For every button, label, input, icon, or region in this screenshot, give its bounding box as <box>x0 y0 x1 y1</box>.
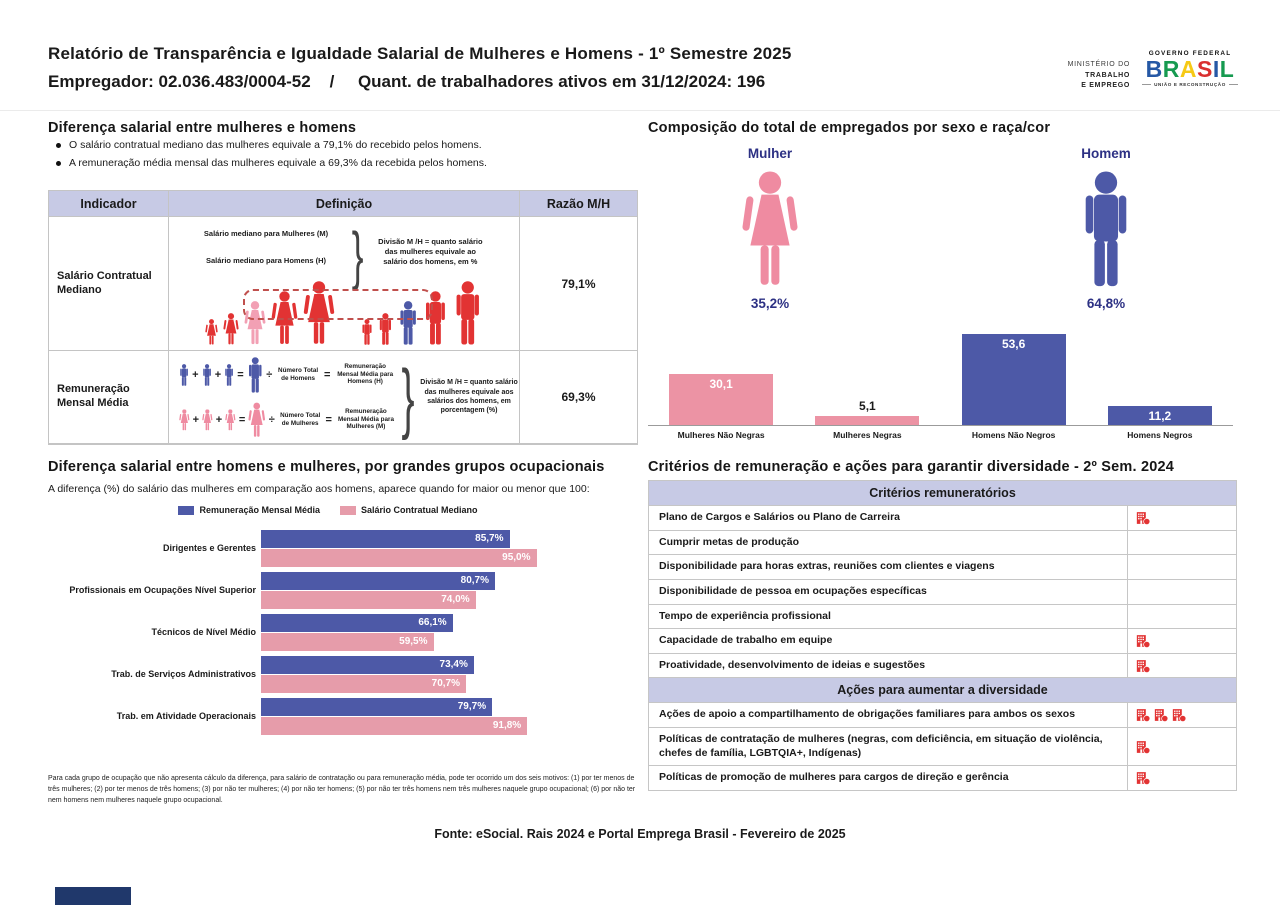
footnote: Para cada grupo de ocupação que não apresenta cálculo da diferença, para salário de contratação ou para remuneração média, pode ter ocorrido um dos seis motivos: (1) por ter menos de três mulheres; (2) por ter menos de três homens; (3) por não ter mulheres; (4) por não ter homens; (5) por não ter três homens nem três mulheres naquele grupo ocupacional; (6) por não ter nem homens nem mulheres naquele grupo ocupacional. <box>48 775 636 804</box>
woman-icon <box>741 171 799 287</box>
bar-value-label: 66,1% <box>418 616 447 628</box>
criteria-label: Disponibilidade para horas extras, reuniões com clientes e viagens <box>649 555 1128 579</box>
figure-female <box>710 146 830 311</box>
brace-glyph: } <box>351 219 364 291</box>
bullet-dot <box>56 161 61 166</box>
criteria-row <box>649 629 1236 654</box>
criteria-label: Políticas de promoção de mulheres para cargos de direção e gerência <box>649 766 1128 790</box>
criteria-row <box>649 555 1236 580</box>
occupational-legend <box>48 505 608 515</box>
count-label: Número Total de Mulheres <box>280 411 321 427</box>
bar-category-label: Homens Não Negros <box>971 430 1056 440</box>
woman-icon <box>248 402 265 438</box>
brand-letter: A <box>1179 56 1198 82</box>
bar-value-label: 74,0% <box>441 593 470 605</box>
group-bars <box>261 656 474 693</box>
occupational-bar-chart <box>48 527 640 737</box>
woman-icon <box>223 313 239 345</box>
bar-Remuneração Mensal Média <box>261 698 492 716</box>
company-building-icon <box>1136 708 1150 722</box>
man-icon <box>247 357 264 393</box>
bar-value-label: 85,7% <box>475 532 504 544</box>
group-label: Profissionais em Ocupações Nível Superior <box>69 584 256 595</box>
bar-value-label: 80,7% <box>460 574 489 586</box>
ministry-line1: MINISTÉRIO DO <box>1067 61 1130 68</box>
brace-glyph: } <box>401 353 415 441</box>
row-average-indicator: Remuneração Mensal Média <box>49 351 169 444</box>
salary-gap-bullets <box>56 139 616 175</box>
bar-value-label: 95,0% <box>502 551 531 563</box>
average-division-note: Divisão M /H = quanto salário das mulheres equivale aos salários dos homens, em porcentagem (%) <box>420 379 518 415</box>
brand-letter: L <box>1219 56 1235 82</box>
legend-swatch-pink <box>340 506 356 515</box>
company-building-icon <box>1172 708 1186 722</box>
bar-category-label: Mulheres Negras <box>833 430 902 440</box>
bar-Salário Contratual Mediano <box>261 549 537 567</box>
median-highlight-box <box>243 289 433 320</box>
operator-÷: ÷ <box>266 368 273 381</box>
criteria-row <box>649 580 1236 605</box>
man-icon <box>202 364 212 386</box>
composition-bar-chart <box>648 322 1233 447</box>
woman-icon <box>202 409 213 431</box>
man-icon <box>453 281 483 345</box>
criteria-icons <box>1128 506 1236 530</box>
bullet-average: A remuneração média mensal das mulheres equivale a 69,3% da recebida pelos homens. <box>56 157 616 169</box>
criteria-row <box>649 506 1236 531</box>
criteria-icons <box>1128 654 1236 678</box>
legend-item-mediano: Salário Contratual Mediano <box>340 505 478 515</box>
section-title-composition: Composição do total de empregados por sexo e raça/cor <box>648 120 1051 136</box>
brasil-wordmark <box>1142 57 1238 81</box>
header-divider <box>0 110 1280 111</box>
criteria-label: Políticas de contratação de mulheres (negras, com deficiência, em situação de violência, chefes de família, LGBTQIA+, Indígenas) <box>649 728 1128 765</box>
criteria-label: Proatividade, desenvolvimento de ideias e sugestões <box>649 654 1128 678</box>
female-percent: 35,2% <box>750 296 790 311</box>
company-building-icon <box>1136 659 1150 673</box>
formula-men <box>179 357 397 393</box>
operator-=: = <box>237 368 244 381</box>
group-bars <box>261 572 495 609</box>
col-header-definicao: Definição <box>169 191 520 217</box>
criteria-row <box>649 766 1236 791</box>
operator-=: = <box>323 368 331 381</box>
bar-value-label: 73,4% <box>439 658 468 670</box>
bar-category-label: Homens Negros <box>1127 430 1193 440</box>
median-division-note: Divisão M /H = quanto salário das mulheres equivale ao salário dos homens, em % <box>378 237 483 267</box>
operator-+: + <box>214 368 222 381</box>
section-title-occupational: Diferença salarial entre homens e mulheres, por grandes grupos ocupacionais <box>48 459 605 475</box>
company-building-icon <box>1136 740 1150 754</box>
operator-+: + <box>192 413 200 426</box>
legend-swatch-blue <box>178 506 194 515</box>
woman-icon <box>179 409 190 431</box>
bar-value-label: 30,1 <box>709 376 733 391</box>
indicator-table <box>48 190 638 445</box>
criteria-icons <box>1128 555 1236 579</box>
criteria-table <box>648 480 1237 791</box>
bar-value-label: 79,7% <box>457 700 487 712</box>
bar-value-label: 11,2 <box>1148 409 1172 423</box>
bar-Homens Negros <box>1108 406 1212 425</box>
page-footer-mark <box>55 887 131 905</box>
operator-+: + <box>215 413 223 426</box>
row-median-indicator: Salário Contratual Mediano <box>49 217 169 351</box>
bar-value-label: 59,5% <box>399 635 428 647</box>
formula-women <box>179 402 397 438</box>
female-label: Mulher <box>747 146 793 161</box>
logo-rule-right <box>1229 84 1238 85</box>
bar-Salário Contratual Mediano <box>261 633 434 651</box>
section-title-salary-gap: Diferença salarial entre mulheres e homens <box>48 120 357 136</box>
criteria-icons <box>1128 728 1236 765</box>
operator-=: = <box>325 413 332 426</box>
criteria-icons <box>1128 531 1236 555</box>
male-label: Homem <box>1081 146 1131 161</box>
criteria-label: Disponibilidade de pessoa em ocupações específicas <box>649 580 1128 604</box>
criteria-row <box>649 531 1236 556</box>
man-icon <box>361 319 373 345</box>
criteria-row <box>649 703 1236 728</box>
group-bars <box>261 698 527 735</box>
criteria-section-header: Ações para aumentar a diversidade <box>649 678 1236 703</box>
criteria-row <box>649 728 1236 766</box>
ministry-line3: E EMPREGO <box>1081 82 1130 89</box>
source-line: Fonte: eSocial. Rais 2024 e Portal Emprega Brasil - Fevereiro de 2025 <box>434 827 846 841</box>
criteria-icons <box>1128 580 1236 604</box>
criteria-icons <box>1128 629 1236 653</box>
bar-Remuneração Mensal Média <box>261 656 474 674</box>
legend-item-media: Remuneração Mensal Média <box>178 505 320 515</box>
occupational-group <box>48 569 640 611</box>
bullet-median: O salário contratual mediano das mulheres equivale a 79,1% do recebido pelos homens. <box>56 139 616 151</box>
bar-value-label: 91,8% <box>492 719 522 731</box>
criteria-row <box>649 605 1236 630</box>
occupational-subtitle: A diferença (%) do salário das mulheres em comparação aos homens, aparece quando for maior ou menor que 100: <box>48 483 590 495</box>
bullet-dot <box>56 143 61 148</box>
group-label: Trab. de Serviços Administrativos <box>111 668 256 679</box>
woman-icon <box>205 319 218 345</box>
company-building-icon <box>1136 771 1150 785</box>
criteria-label: Capacidade de trabalho em equipe <box>649 629 1128 653</box>
criteria-section-header: Critérios remuneratórios <box>649 481 1236 506</box>
bar-Remuneração Mensal Média <box>261 572 495 590</box>
bar-Salário Contratual Mediano <box>261 591 476 609</box>
group-bars <box>261 530 537 567</box>
bar-Salário Contratual Mediano <box>261 675 466 693</box>
governo-federal-label: GOVERNO FEDERAL <box>1148 50 1232 57</box>
bar-value-label: 53,6 <box>1001 336 1026 351</box>
criteria-icons <box>1128 605 1236 629</box>
occupational-group <box>48 611 640 653</box>
composition-plot-area <box>648 322 1233 426</box>
criteria-label: Plano de Cargos e Salários ou Plano de Carreira <box>649 506 1128 530</box>
bar-value-label: 70,7% <box>431 677 460 689</box>
bar-Homens Não Negros <box>962 334 1066 425</box>
man-icon <box>179 364 189 386</box>
ministry-line2: TRABALHO <box>1085 71 1130 79</box>
company-building-icon <box>1136 511 1150 525</box>
bar-Salário Contratual Mediano <box>261 717 527 735</box>
man-icon <box>224 364 234 386</box>
company-building-icon <box>1136 634 1150 648</box>
criteria-label: Ações de apoio a compartilhamento de obrigações familiares para ambos os sexos <box>649 703 1128 727</box>
section-title-criteria: Critérios de remuneração e ações para garantir diversidade - 2º Sem. 2024 <box>648 459 1175 475</box>
brand-letter: S <box>1197 56 1213 82</box>
criteria-icons <box>1128 703 1236 727</box>
employer-line: Empregador: 02.036.483/0004-52 / Quant. de trabalhadores ativos em 31/12/2024: 196 <box>48 72 766 91</box>
group-label: Dirigentes e Gerentes <box>162 542 256 553</box>
count-label: Número Total de Homens <box>278 366 319 382</box>
group-bars <box>261 614 453 651</box>
logo-rule-left <box>1142 84 1151 85</box>
row-average-ratio: 69,3% <box>520 351 637 444</box>
bar-Mulheres Não Negras <box>669 374 773 425</box>
median-men-line: Salário mediano para Homens (H) <box>205 256 327 265</box>
brand-letter: I <box>1212 56 1220 82</box>
bar-Remuneração Mensal Média <box>261 530 510 548</box>
average-formulas <box>179 357 397 438</box>
bar-Mulheres Negras <box>815 399 919 425</box>
ministry-logo <box>1038 60 1130 92</box>
row-average-definition <box>169 351 520 444</box>
governo-federal-logo <box>1142 50 1238 87</box>
page-title: Relatório de Transparência e Igualdade Salarial de Mulheres e Homens - 1º Semestre 2025 <box>48 44 792 63</box>
criteria-icons <box>1128 766 1236 790</box>
uniao-reconstrucao-label: UNIÃO E RECONSTRUÇÃO <box>1142 82 1238 87</box>
bar-value-label: 5,1 <box>859 399 876 414</box>
criteria-row <box>649 654 1236 679</box>
woman-icon <box>225 409 236 431</box>
row-median-definition <box>169 217 520 351</box>
figure-male <box>1046 146 1166 311</box>
col-header-indicador: Indicador <box>49 191 169 217</box>
company-building-icon <box>1154 708 1168 722</box>
man-icon <box>1079 171 1133 287</box>
occupational-group <box>48 653 640 695</box>
group-label: Técnicos de Nível Médio <box>151 626 256 637</box>
occupational-group <box>48 695 640 737</box>
criteria-label: Tempo de experiência profissional <box>649 605 1128 629</box>
occupational-group <box>48 527 640 569</box>
bar-Remuneração Mensal Média <box>261 614 453 632</box>
male-percent: 64,8% <box>1086 296 1126 311</box>
group-label: Trab. em Atividade Operacionais <box>116 710 256 721</box>
operator-+: + <box>192 368 199 381</box>
result-label: Remuneração Mensal Média para Homens (H) <box>337 363 394 386</box>
operator-÷: ÷ <box>268 413 275 426</box>
median-women-line: Salário mediano para Mulheres (M) <box>203 229 329 238</box>
result-label: Remuneração Mensal Média para Mulheres (M) <box>337 408 394 431</box>
brand-letter: R <box>1162 56 1180 82</box>
header-logos <box>1038 50 1238 92</box>
col-header-razao: Razão M/H <box>520 191 637 217</box>
brand-letter: B <box>1145 56 1163 82</box>
bar-category-label: Mulheres Não Negras <box>677 430 765 440</box>
criteria-label: Cumprir metas de produção <box>649 531 1128 555</box>
operator-=: = <box>238 413 246 426</box>
row-median-ratio: 79,1% <box>520 217 637 351</box>
